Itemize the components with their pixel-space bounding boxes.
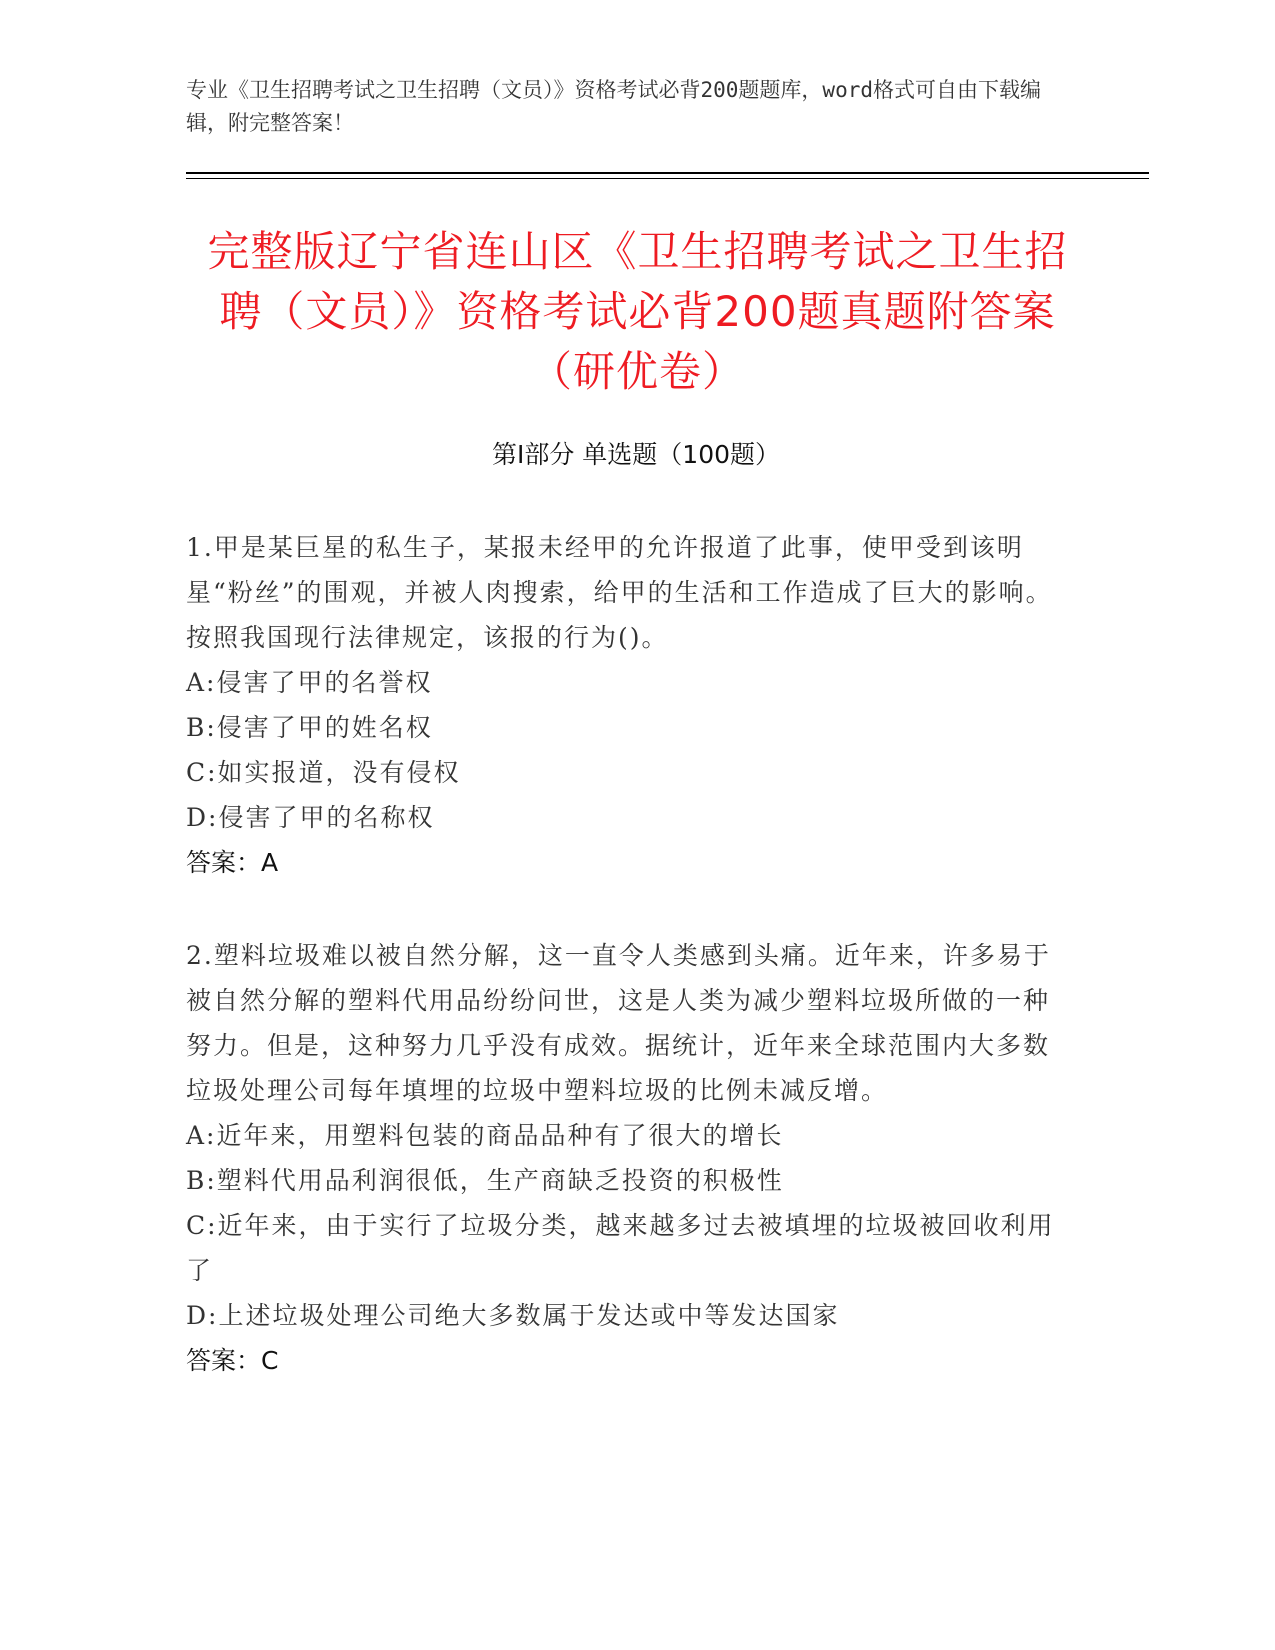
answer-line: 答案：C (186, 1346, 279, 1375)
option-c: C:近年来，由于实行了垃圾分类，越来越多过去被填埋的垃圾被回收利用了 (186, 1211, 1055, 1285)
option-a: A:近年来，用塑料包装的商品品种有了很大的增长 (186, 1121, 784, 1150)
header-divider-thick (186, 172, 1149, 174)
question-2 (186, 933, 1066, 1383)
option-b: B:塑料代用品利润很低，生产商缺乏投资的积极性 (186, 1166, 784, 1195)
option-d: D:侵害了甲的名称权 (186, 803, 435, 832)
header-divider-thin (186, 178, 1149, 179)
option-c: C:如实报道，没有侵权 (186, 758, 461, 787)
header-note: 专业《卫生招聘考试之卫生招聘（文员）》资格考试必背200题题库，word格式可自由下载编辑，附完整答案！ (186, 78, 1041, 135)
option-b: B:侵害了甲的姓名权 (186, 713, 433, 742)
option-a: A:侵害了甲的名誉权 (186, 668, 433, 697)
option-d: D:上述垃圾处理公司绝大多数属于发达或中等发达国家 (186, 1301, 840, 1330)
answer-line: 答案：A (186, 848, 279, 877)
section-title: 第Ⅰ部分 单选题（100题） (491, 440, 781, 469)
question-stem: 2.塑料垃圾难以被自然分解，这一直令人类感到头痛。近年来，许多易于被自然分解的塑料代用品纷纷问世，这是人类为减少塑料垃圾所做的一种努力。但是，这种努力几乎没有成效。据统计，近年来全球范围内大多数垃圾处理公司每年填埋的垃圾中塑料垃圾的比例未减反增。 (186, 941, 1051, 1105)
document-title: 完整版辽宁省连山区《卫生招聘考试之卫生招聘（文员）》资格考试必背200题真题附答案（研优卷） (207, 227, 1068, 396)
question-1 (186, 525, 1066, 885)
question-stem: 1.甲是某巨星的私生子，某报未经甲的允许报道了此事，使甲受到该明星“粉丝”的围观，并被人肉搜索，给甲的生活和工作造成了巨大的影响。按照我国现行法律规定，该报的行为()。 (186, 533, 1053, 652)
